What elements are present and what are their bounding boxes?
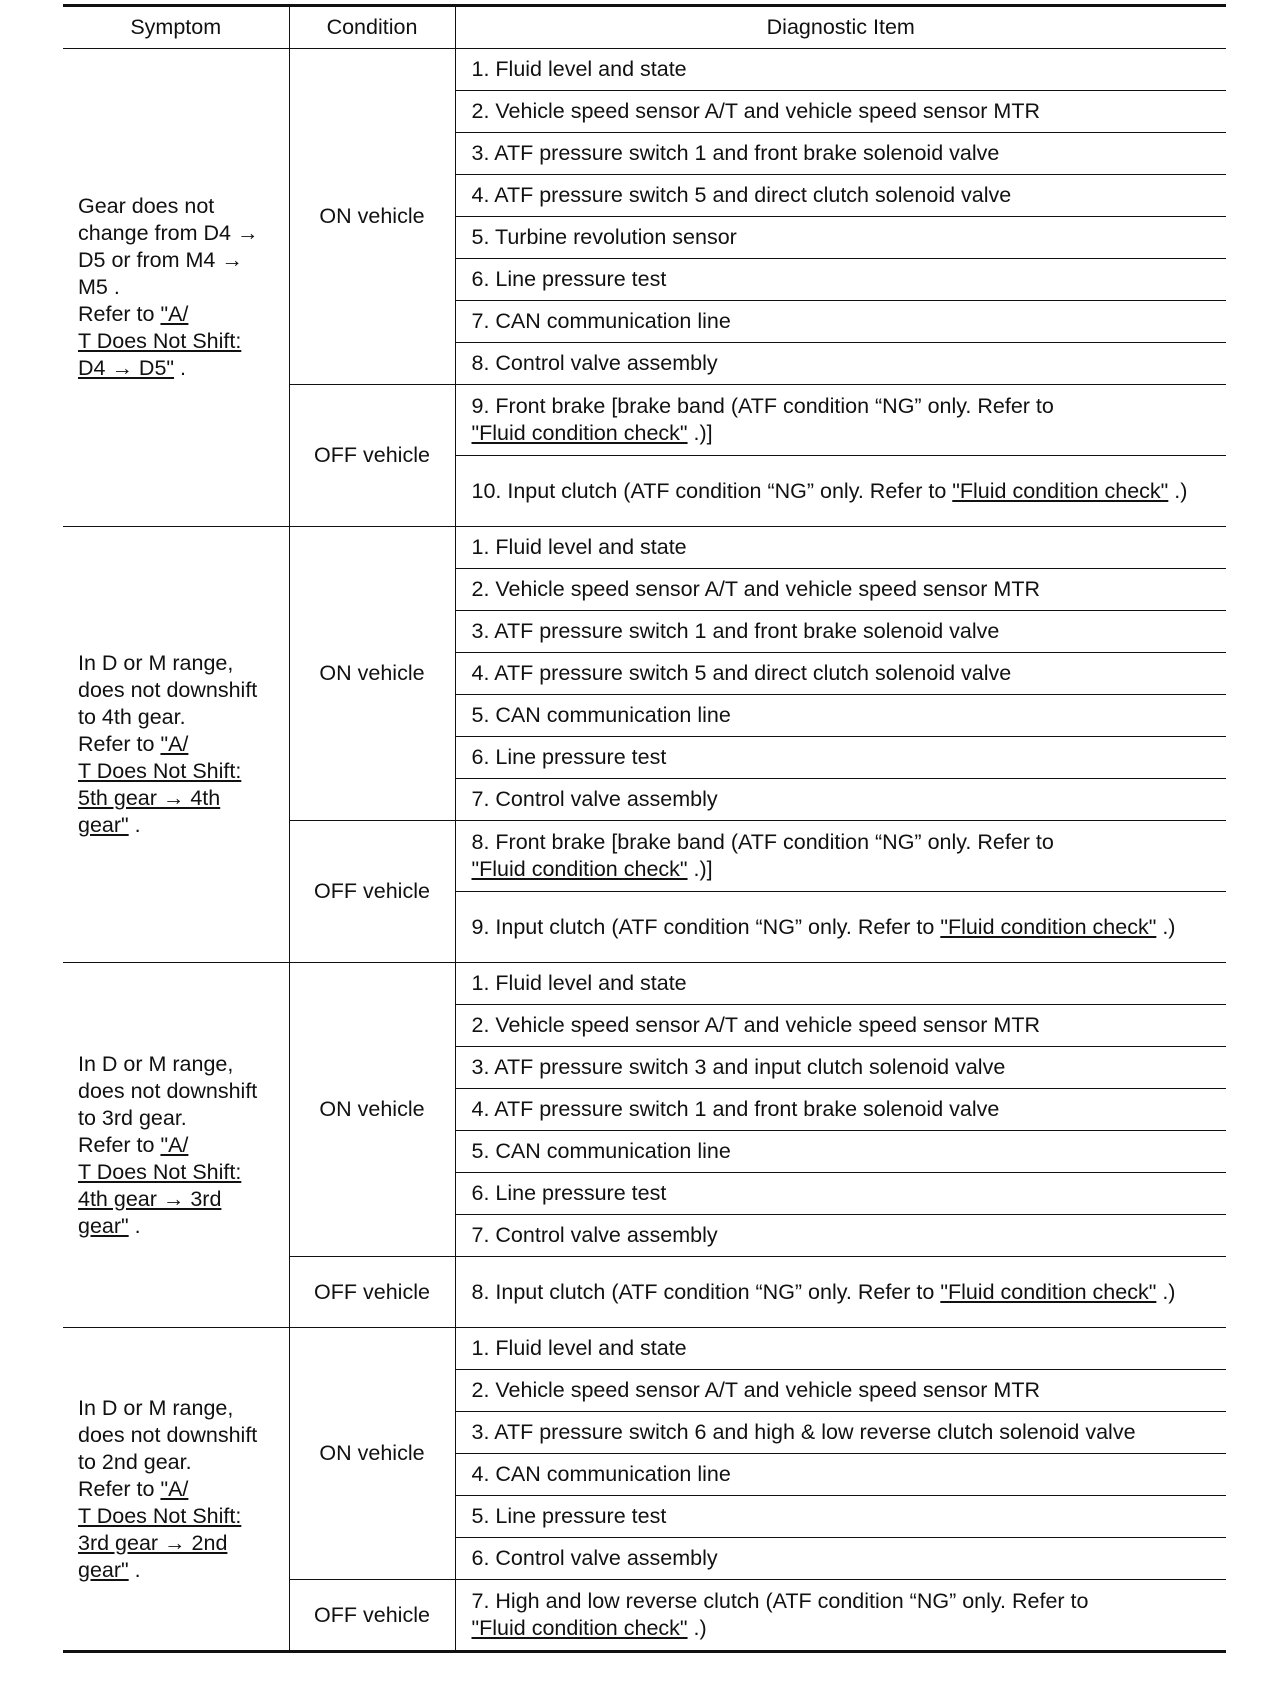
symptom-line: to 3rd gear. bbox=[78, 1105, 187, 1130]
diagnostic-item: 6. Line pressure test bbox=[455, 737, 1226, 779]
item-text-tail: .)] bbox=[687, 857, 713, 881]
symptom-reference-link[interactable]: gear" bbox=[78, 1557, 129, 1582]
item-text: 9. Input clutch (ATF condition “NG” only. Refer to bbox=[471, 914, 941, 939]
condition-off-vehicle: OFF vehicle bbox=[289, 1580, 455, 1652]
header-row bbox=[63, 6, 1226, 49]
diagnostic-item: 7. Control valve assembly bbox=[455, 1215, 1226, 1257]
symptom-reference-link[interactable]: 5th gear → 4th bbox=[78, 786, 221, 810]
symptom-reference-link[interactable]: "A/ bbox=[160, 302, 189, 326]
item-text-tail: .) bbox=[1168, 478, 1188, 503]
symptom-line: In D or M range, bbox=[78, 651, 234, 675]
refer-text: Refer to bbox=[78, 302, 161, 326]
table-row bbox=[63, 1328, 1226, 1370]
refer-text: Refer to bbox=[78, 732, 161, 756]
diagnostic-item: 3. ATF pressure switch 3 and input clutch solenoid valve bbox=[455, 1047, 1226, 1089]
item-text: 7. High and low reverse clutch (ATF condition “NG” only. Refer to bbox=[471, 1589, 1089, 1613]
symptom-tail: . bbox=[174, 356, 186, 380]
diagnostic-table bbox=[63, 4, 1226, 1653]
symptom-cell bbox=[63, 527, 289, 963]
table-row bbox=[63, 963, 1226, 1005]
table-row bbox=[63, 49, 1226, 91]
fluid-condition-check-link[interactable]: "Fluid condition check" bbox=[940, 914, 1157, 939]
diagnostic-item bbox=[455, 1257, 1226, 1328]
table-body bbox=[63, 49, 1226, 1652]
diagnostic-item: 1. Fluid level and state bbox=[455, 527, 1226, 569]
symptom-line: does not downshift bbox=[78, 1422, 258, 1447]
symptom-reference-link[interactable]: T Does Not Shift: bbox=[78, 759, 242, 783]
symptom-reference-link[interactable]: T Does Not Shift: bbox=[78, 1503, 242, 1528]
symptom-line: to 2nd gear. bbox=[78, 1449, 192, 1474]
header-symptom: Symptom bbox=[63, 6, 289, 49]
diagnostic-item: 4. ATF pressure switch 1 and front brake solenoid valve bbox=[455, 1089, 1226, 1131]
diagnostic-item: 4. CAN communication line bbox=[455, 1454, 1226, 1496]
diagnostic-item: 8. Control valve assembly bbox=[455, 343, 1226, 385]
diagnostic-item: 6. Line pressure test bbox=[455, 259, 1226, 301]
symptom-cell bbox=[63, 963, 289, 1328]
diagnostic-item: 5. Line pressure test bbox=[455, 1496, 1226, 1538]
diagnostic-item: 6. Control valve assembly bbox=[455, 1538, 1226, 1580]
symptom-reference-link[interactable]: T Does Not Shift: bbox=[78, 1159, 242, 1184]
diagnostic-item: 4. ATF pressure switch 5 and direct clutch solenoid valve bbox=[455, 175, 1226, 217]
symptom-reference-link[interactable]: "A/ bbox=[160, 1132, 189, 1157]
header-condition: Condition bbox=[289, 6, 455, 49]
diagnostic-item: 2. Vehicle speed sensor A/T and vehicle speed sensor MTR bbox=[455, 1370, 1226, 1412]
symptom-line: does not downshift bbox=[78, 1078, 258, 1103]
diagnostic-item: 2. Vehicle speed sensor A/T and vehicle speed sensor MTR bbox=[455, 91, 1226, 133]
symptom-tail: . bbox=[128, 1557, 141, 1582]
symptom-cell bbox=[63, 49, 289, 527]
symptom-line: change from D4 → bbox=[78, 221, 259, 245]
symptom-reference-link[interactable]: 3rd gear → 2nd bbox=[78, 1530, 228, 1555]
table-row bbox=[63, 527, 1226, 569]
symptom-line: to 4th gear. bbox=[78, 705, 186, 729]
fluid-condition-check-link[interactable]: "Fluid condition check" bbox=[471, 1616, 688, 1640]
refer-text: Refer to bbox=[78, 1132, 161, 1157]
symptom-line: does not downshift bbox=[78, 678, 258, 702]
diagnostic-item bbox=[455, 892, 1226, 963]
symptom-tail: . bbox=[128, 813, 141, 837]
symptom-line: In D or M range, bbox=[78, 1051, 234, 1076]
fluid-condition-check-link[interactable]: "Fluid condition check" bbox=[471, 857, 688, 881]
diagnostic-item: 4. ATF pressure switch 5 and direct clutch solenoid valve bbox=[455, 653, 1226, 695]
item-text-tail: .) bbox=[1156, 1279, 1176, 1304]
symptom-reference-link[interactable]: gear" bbox=[78, 813, 129, 837]
diagnostic-item: 5. CAN communication line bbox=[455, 1131, 1226, 1173]
diagnostic-item: 1. Fluid level and state bbox=[455, 49, 1226, 91]
condition-off-vehicle: OFF vehicle bbox=[289, 821, 455, 963]
diagnostic-item bbox=[455, 385, 1226, 456]
diagnostic-item: 7. Control valve assembly bbox=[455, 779, 1226, 821]
diagnostic-item: 3. ATF pressure switch 1 and front brake solenoid valve bbox=[455, 611, 1226, 653]
item-text-tail: .) bbox=[687, 1616, 707, 1640]
symptom-reference-link[interactable]: "A/ bbox=[160, 1476, 189, 1501]
symptom-reference-link[interactable]: T Does Not Shift: bbox=[78, 329, 242, 353]
symptom-reference-link[interactable]: D4 → D5" bbox=[78, 356, 175, 380]
diagnostic-item: 7. CAN communication line bbox=[455, 301, 1226, 343]
item-text: 9. Front brake [brake band (ATF condition “NG” only. Refer to bbox=[471, 394, 1054, 418]
item-text: 8. Input clutch (ATF condition “NG” only. Refer to bbox=[471, 1279, 941, 1304]
header-diagnostic-item: Diagnostic Item bbox=[455, 6, 1226, 49]
symptom-cell bbox=[63, 1328, 289, 1652]
diagnostic-item bbox=[455, 1580, 1226, 1652]
condition-on-vehicle: ON vehicle bbox=[289, 527, 455, 821]
symptom-line: In D or M range, bbox=[78, 1395, 234, 1420]
condition-on-vehicle: ON vehicle bbox=[289, 49, 455, 385]
diagnostic-item bbox=[455, 456, 1226, 527]
symptom-line: Gear does not bbox=[78, 194, 215, 218]
condition-off-vehicle: OFF vehicle bbox=[289, 385, 455, 527]
symptom-reference-link[interactable]: 4th gear → 3rd bbox=[78, 1186, 222, 1211]
diagnostic-item: 2. Vehicle speed sensor A/T and vehicle speed sensor MTR bbox=[455, 569, 1226, 611]
fluid-condition-check-link[interactable]: "Fluid condition check" bbox=[471, 421, 688, 445]
diagnostic-item: 2. Vehicle speed sensor A/T and vehicle speed sensor MTR bbox=[455, 1005, 1226, 1047]
refer-text: Refer to bbox=[78, 1476, 161, 1501]
item-text: 8. Front brake [brake band (ATF condition “NG” only. Refer to bbox=[471, 830, 1054, 854]
item-text-tail: .) bbox=[1156, 914, 1176, 939]
diagnostic-table-page bbox=[63, 4, 1226, 1653]
symptom-reference-link[interactable]: "A/ bbox=[160, 732, 189, 756]
condition-on-vehicle: ON vehicle bbox=[289, 963, 455, 1257]
diagnostic-item: 1. Fluid level and state bbox=[455, 963, 1226, 1005]
diagnostic-item: 6. Line pressure test bbox=[455, 1173, 1226, 1215]
diagnostic-item: 3. ATF pressure switch 6 and high & low reverse clutch solenoid valve bbox=[455, 1412, 1226, 1454]
diagnostic-item: 3. ATF pressure switch 1 and front brake solenoid valve bbox=[455, 133, 1226, 175]
condition-on-vehicle: ON vehicle bbox=[289, 1328, 455, 1580]
diagnostic-item bbox=[455, 821, 1226, 892]
symptom-tail: . bbox=[128, 1213, 141, 1238]
condition-off-vehicle: OFF vehicle bbox=[289, 1257, 455, 1328]
symptom-line: D5 or from M4 → bbox=[78, 248, 243, 272]
diagnostic-item: 1. Fluid level and state bbox=[455, 1328, 1226, 1370]
item-text-tail: .)] bbox=[687, 421, 713, 445]
diagnostic-item: 5. CAN communication line bbox=[455, 695, 1226, 737]
fluid-condition-check-link[interactable]: "Fluid condition check" bbox=[940, 1279, 1157, 1304]
diagnostic-item: 5. Turbine revolution sensor bbox=[455, 217, 1226, 259]
fluid-condition-check-link[interactable]: "Fluid condition check" bbox=[952, 478, 1169, 503]
symptom-line: M5 . bbox=[78, 275, 120, 299]
symptom-reference-link[interactable]: gear" bbox=[78, 1213, 129, 1238]
item-text: 10. Input clutch (ATF condition “NG” only. Refer to bbox=[471, 478, 953, 503]
